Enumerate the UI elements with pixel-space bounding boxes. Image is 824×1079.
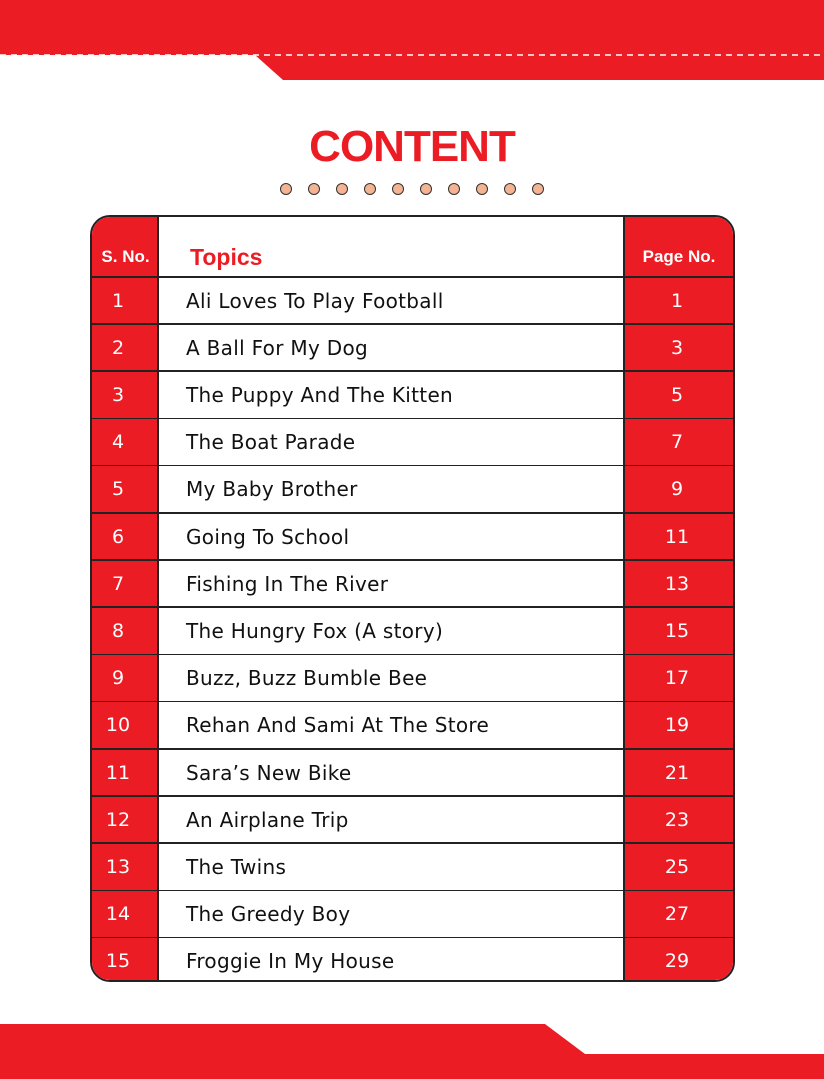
row-page-number: 23 — [664, 808, 690, 831]
header-topics: Topics — [190, 243, 263, 270]
row-page-number: 17 — [664, 667, 690, 690]
decorative-dot — [308, 183, 320, 195]
row-page-number: 7 — [670, 431, 684, 454]
row-topic: The Hungry Fox (A story) — [186, 618, 444, 643]
row-topic: Sara’s New Bike — [186, 760, 352, 785]
row-page-number: 29 — [664, 950, 690, 973]
row-serial-number: 11 — [105, 761, 131, 784]
row-serial-number: 15 — [105, 950, 131, 973]
table-row — [92, 419, 733, 466]
row-topic: The Twins — [186, 854, 287, 879]
table-row — [92, 938, 733, 982]
row-topic: Buzz, Buzz Bumble Bee — [186, 666, 428, 691]
row-serial-number: 12 — [105, 808, 131, 831]
row-topic: An Airplane Trip — [186, 807, 349, 832]
top-decorative-band — [0, 0, 824, 80]
row-serial-number: 13 — [105, 855, 131, 878]
table-row — [92, 513, 733, 560]
table-row — [92, 843, 733, 890]
row-serial-number: 5 — [111, 478, 125, 501]
row-topic: Fishing In The River — [186, 571, 389, 596]
header-serial-number: S. No. — [101, 247, 150, 266]
bottom-decorative-band — [0, 1024, 824, 1079]
table-row — [92, 749, 733, 796]
table-row — [92, 466, 733, 513]
row-topic: My Baby Brother — [186, 477, 358, 502]
table-row — [92, 560, 733, 607]
row-serial-number: 1 — [111, 289, 125, 312]
decorative-dot — [532, 183, 544, 195]
decorative-dots — [0, 183, 824, 195]
row-topic: Froggie In My House — [186, 949, 395, 974]
table-row — [92, 607, 733, 654]
row-page-number: 27 — [664, 903, 690, 926]
page-title: CONTENT — [309, 122, 515, 171]
decorative-dot — [420, 183, 432, 195]
decorative-dot — [392, 183, 404, 195]
decorative-dot — [280, 183, 292, 195]
table-row — [92, 702, 733, 749]
row-serial-number: 6 — [111, 525, 125, 548]
row-topic: The Greedy Boy — [186, 902, 351, 927]
row-topic: Going To School — [186, 524, 350, 549]
table-row — [92, 655, 733, 702]
row-serial-number: 2 — [111, 336, 125, 359]
decorative-dot — [504, 183, 516, 195]
row-topic: The Puppy And The Kitten — [186, 382, 454, 407]
row-topic: Ali Loves To Play Football — [186, 288, 444, 313]
row-topic: A Ball For My Dog — [186, 335, 368, 360]
row-serial-number: 4 — [111, 431, 125, 454]
row-page-number: 11 — [664, 525, 690, 548]
row-page-number: 15 — [664, 619, 690, 642]
row-page-number: 13 — [664, 572, 690, 595]
row-page-number: 25 — [664, 855, 690, 878]
table-row — [92, 371, 733, 418]
decorative-dot — [336, 183, 348, 195]
decorative-dot — [364, 183, 376, 195]
row-serial-number: 8 — [111, 619, 125, 642]
row-serial-number: 14 — [105, 903, 131, 926]
row-page-number: 19 — [664, 714, 690, 737]
table-header — [92, 217, 733, 277]
row-page-number: 21 — [664, 761, 690, 784]
row-serial-number: 10 — [105, 714, 131, 737]
row-page-number: 3 — [670, 336, 684, 359]
row-serial-number: 9 — [111, 667, 125, 690]
row-page-number: 9 — [670, 478, 684, 501]
decorative-dot — [476, 183, 488, 195]
header-page-number: Page No. — [642, 247, 716, 266]
table-row — [92, 891, 733, 938]
table-row — [92, 277, 733, 324]
row-topic: Rehan And Sami At The Store — [186, 713, 490, 738]
row-page-number: 1 — [670, 289, 684, 312]
decorative-dot — [448, 183, 460, 195]
row-topic: The Boat Parade — [186, 430, 356, 455]
row-serial-number: 3 — [111, 383, 125, 406]
contents-table — [90, 215, 735, 982]
table-row — [92, 324, 733, 371]
row-page-number: 5 — [670, 383, 684, 406]
table-row — [92, 796, 733, 843]
row-serial-number: 7 — [111, 572, 125, 595]
